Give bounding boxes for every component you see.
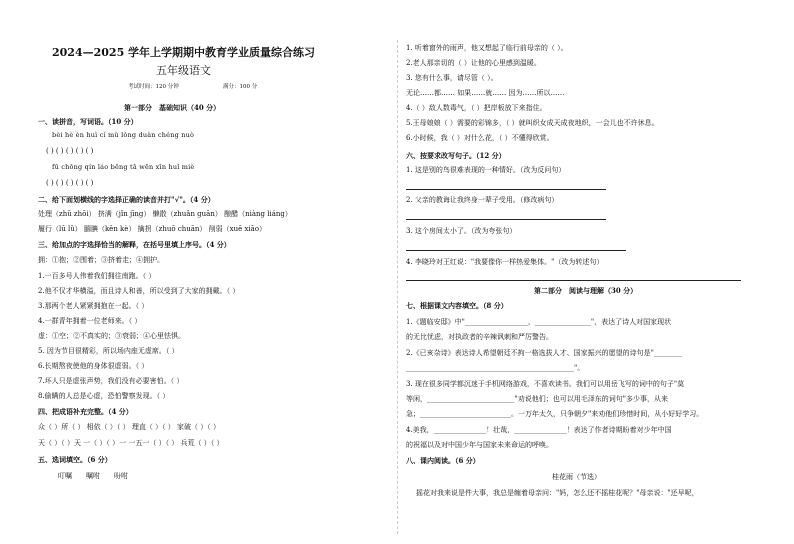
fill-item[interactable]: 6.小时候，我（ ）对什么花，（ ）不懂得欣赏。 bbox=[406, 134, 554, 142]
q4-heading: 四、把成语补充完整。（4 分） bbox=[38, 407, 133, 416]
q2-row1[interactable]: 处理（zhǔ zhōi） 挤满（jǐn jīng） 懒散（zhuǎn guān） 酿醋（niàng liáng） bbox=[38, 210, 292, 218]
q1-blanks-row1[interactable]: ( ) ( ) ( ) ( ) ( ) bbox=[46, 147, 94, 155]
q7-line[interactable]: 等闲，_________________________"劝说他们；也可以用毛泽东的词句"多少事，从来 bbox=[406, 395, 668, 403]
q7-heading: 七、根据课文内容填空。（8 分） bbox=[406, 301, 508, 310]
right-column bbox=[397, 0, 794, 544]
q7-line[interactable]: 4.美我，_______________！壮哉，_______________！表达了作者诗期盼着对少年中国 bbox=[406, 426, 672, 434]
q7-line: 3. 现在很多同学都沉迷于手机网络游戏，不喜欢读书。我们可以用岳飞写的词中的句子"莫 bbox=[406, 380, 685, 388]
passage-text: 摇花对我来说是件大事，我总是缠着母亲问："妈，怎么还不摇桂花呢？"母亲说："还早呢， bbox=[416, 489, 699, 497]
exam-time: 考试时间：120 分钟 bbox=[128, 84, 179, 90]
q3-item[interactable]: 1.一百多号人伟着我们拥往南跑。（ ） bbox=[38, 272, 156, 280]
q3-options2: 虚：①空；②不真实的；③衰弱；④心里怯惧。 bbox=[38, 332, 185, 340]
q7-line: 的无比忧虑，对执政者的辛辣讽刺和严厉警告。 bbox=[406, 333, 553, 341]
full-score: 满分：100 分 bbox=[223, 84, 258, 90]
answer-line[interactable] bbox=[406, 280, 741, 281]
q6-item: 4. 李晓玲对王红说："我要像你一样热爱集体。"（改为转述句） bbox=[406, 258, 604, 266]
answer-line[interactable] bbox=[406, 219, 606, 220]
part1-heading: 第一部分 基础知识（40 分） bbox=[124, 103, 221, 112]
answer-line[interactable] bbox=[406, 189, 606, 190]
q7-line[interactable]: 1.《题临安邸》中"__________________，________________"，表达了诗人对国家现状 bbox=[406, 318, 672, 326]
q4-row1[interactable]: 众（ ）所（ ） 相依（ ）（ ） 理直（ ）（ ） 家破（ ）（ ） bbox=[38, 423, 220, 431]
q7-line: 的祝福以及对中国少年与国家未来命运的呼唤。 bbox=[406, 441, 553, 449]
q1-pinyin-row1: bèi hè èn huì cí mǔ lǒng duàn chéng nuò bbox=[52, 131, 195, 139]
q3-heading: 三、给加点的字选择恰当的解释，在括号里填上序号。（4 分） bbox=[38, 240, 231, 249]
q5-heading: 五、选词填空。（6 分） bbox=[38, 455, 112, 464]
q1-blanks-row2[interactable]: ( ) ( ) ( ) ( ) ( ) bbox=[46, 179, 94, 187]
q3-item[interactable]: 3.那两个老人紧紧拥抱在一起。（ ） bbox=[38, 302, 149, 310]
fill-item[interactable]: 5.王母娘娘（ ）需要的彩锦多，（ ）就叫织女成天成夜地织，一会儿也不许休息。 bbox=[406, 119, 659, 127]
q1-heading: 一、读拼音，写词语。（10 分） bbox=[38, 117, 138, 126]
q3-item[interactable]: 5. 因为节目很精彩，所以场内座无虚席。（ ） bbox=[38, 347, 179, 355]
q3-item[interactable]: 6.长期熬夜使他的身体很虚弱。（ ） bbox=[38, 362, 149, 370]
q7-line[interactable]: ________________________________________________"。 bbox=[406, 364, 585, 372]
fill-item[interactable]: 1. 听着窗外的雨声，他又想起了临行前母亲的（ ）。 bbox=[406, 44, 568, 52]
q3-item[interactable]: 7.坏人只是虚张声势，我们没有必要害怕。（ ） bbox=[38, 377, 184, 385]
q6-heading: 六、按要求改写句子。（12 分） bbox=[406, 151, 506, 160]
q2-row2[interactable]: 履行（lū lǔ） 腼腆（kěn kè） 擒拐（zhuō chuān） 削弱（xuē xiāo） bbox=[38, 225, 267, 233]
q4-row2[interactable]: 天（ ）（ ）天 一（ ）（ ）一 一五一（ ）（ ） 兵荒（ ）（ ） bbox=[38, 439, 224, 447]
fill-item[interactable]: 2.老人那亲切的（ ）让他的心里感到温暖。 bbox=[406, 59, 541, 67]
fill-item[interactable]: 3. 您有什么事，请尽管（ ）。 bbox=[406, 74, 498, 82]
fill-item[interactable]: 4.（ ）敌人数毒气，（ ）把岸板放下来指住。 bbox=[406, 104, 547, 112]
q1-pinyin-row2: fū chōng qín láo bēng tā wēn xīn huǐ miè bbox=[52, 163, 195, 171]
q6-item: 2. 父亲的教诲让我终身一辈子受用。（修改病句） bbox=[406, 196, 559, 204]
q3-options1: 拥：①抱；②围着；③挤着走；④拥护。 bbox=[38, 256, 164, 264]
q3-item[interactable]: 2.他不仅才华横溢，而且诗人和善，所以受到了大家的拥戴。（ ） bbox=[38, 287, 240, 295]
answer-line[interactable] bbox=[406, 250, 626, 251]
q6-item: 3. 这个房间太小了。（改为夸张句） bbox=[406, 227, 517, 235]
q7-line[interactable]: 2.《已亥杂诗》表达诗人希望朝廷不拘一格选拔人才、国家振兴的愿望的诗句是"________ bbox=[406, 349, 682, 357]
q8-heading: 八、课内阅读。（6 分） bbox=[406, 456, 480, 465]
page-subtitle: 五年级语文 bbox=[156, 64, 211, 77]
q7-line[interactable]: 急；__________________________。一万年太久，只争朝夕"来劝他们珍惜时间，从小好好学习。 bbox=[406, 410, 704, 418]
q6-item: 1. 这是别的鸟很难表现的一种情好。（改为反问句） bbox=[406, 166, 566, 174]
passage-title: 桂花雨（节选） bbox=[552, 473, 601, 481]
part2-heading: 第二部分 阅读与理解（30 分） bbox=[534, 286, 638, 295]
q3-item[interactable]: 4.一群青年拥着一位老师来。（ ） bbox=[38, 317, 142, 325]
fill-word-options: 无论……都…… 如果……就…… 因为……所以…… bbox=[406, 89, 565, 97]
q5-words: 叮嘱 嘱咐 吩咐 bbox=[58, 472, 128, 480]
page-title: 2024—2025 学年上学期期中教育学业质量综合练习 bbox=[52, 46, 316, 59]
q2-heading: 二、给下面划横线的字选择正确的读音并打"√"。（4 分） bbox=[38, 195, 215, 204]
q3-item[interactable]: 8.偷瞒的人总是心虚，恐怕警察发现。（ ） bbox=[38, 392, 170, 400]
